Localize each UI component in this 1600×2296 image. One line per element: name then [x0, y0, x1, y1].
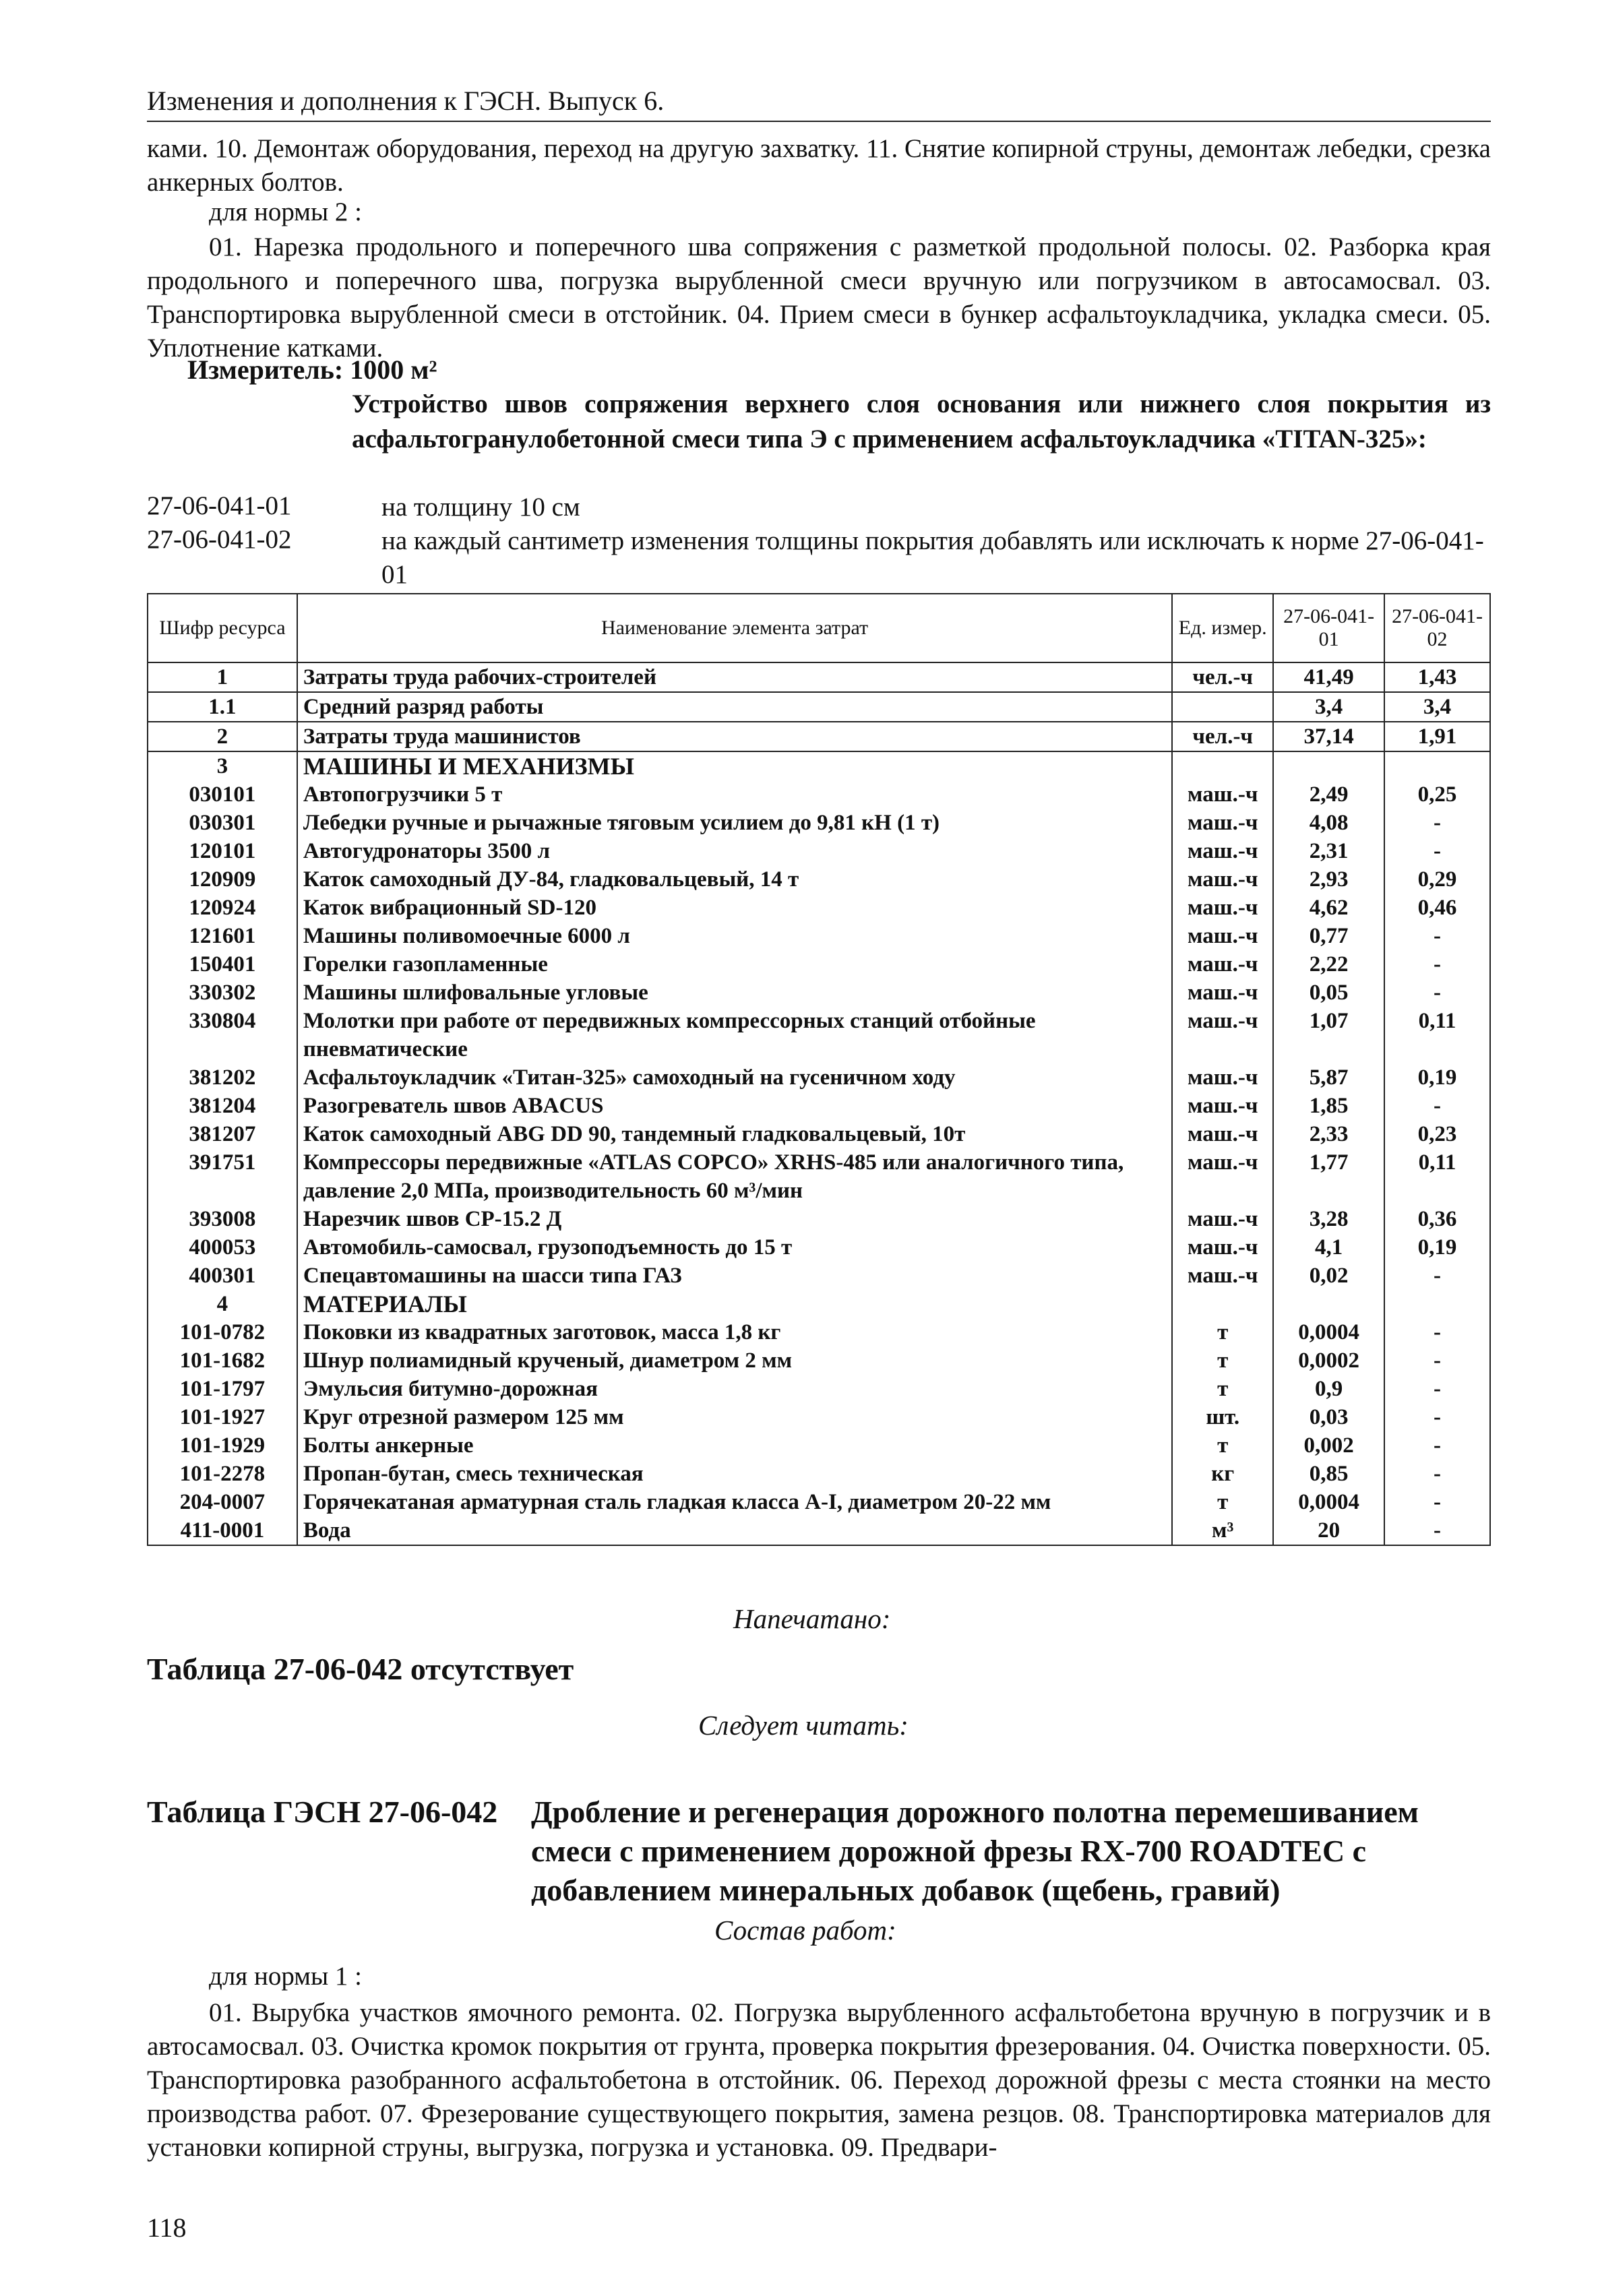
table-row — [148, 865, 1490, 894]
row-value-norm2: - — [1384, 1460, 1490, 1488]
row-value-norm1: 0,02 — [1273, 1262, 1384, 1290]
table-row — [148, 780, 1490, 809]
row-unit: маш.-ч — [1172, 922, 1273, 950]
row-name: Спецавтомашины на шасси типа ГАЗ — [297, 1262, 1172, 1290]
row-name: Каток вибрационный SD-120 — [297, 894, 1172, 922]
row-name: МАТЕРИАЛЫ — [297, 1290, 1172, 1318]
row-name: Круг отрезной размером 125 мм — [297, 1403, 1172, 1431]
row-value-norm1: 0,0004 — [1273, 1318, 1384, 1346]
row-code: 030301 — [148, 809, 297, 837]
row-value-norm1: 5,87 — [1273, 1063, 1384, 1092]
row-code: 030101 — [148, 780, 297, 809]
row-value-norm1: 3,28 — [1273, 1205, 1384, 1233]
row-value-norm2: - — [1384, 1488, 1490, 1516]
row-unit: маш.-ч — [1172, 1262, 1273, 1290]
row-value-norm1: 4,62 — [1273, 894, 1384, 922]
row-value-norm1: 2,31 — [1273, 837, 1384, 865]
row-value-norm1: 20 — [1273, 1516, 1384, 1545]
table-row — [148, 1092, 1490, 1120]
row-name: Каток самоходный ДУ-84, гладковальцевый, 14 т — [297, 865, 1172, 894]
row-unit: маш.-ч — [1172, 979, 1273, 1007]
norm1-label: для нормы 1 : — [209, 1962, 362, 1991]
row-code: 101-1682 — [148, 1346, 297, 1375]
row-value-norm2: - — [1384, 1092, 1490, 1120]
row-value-norm1: 0,05 — [1273, 979, 1384, 1007]
row-value-norm2: - — [1384, 809, 1490, 837]
row-code: 381202 — [148, 1063, 297, 1092]
row-code: 400053 — [148, 1233, 297, 1262]
row-value-norm2 — [1384, 751, 1490, 780]
row-unit: т — [1172, 1488, 1273, 1516]
row-unit: маш.-ч — [1172, 1120, 1273, 1148]
table-row — [148, 809, 1490, 837]
table-row — [148, 1007, 1490, 1063]
row-code: 120101 — [148, 837, 297, 865]
table-row — [148, 1431, 1490, 1460]
running-header: Изменения и дополнения к ГЭСН. Выпуск 6. — [147, 85, 1491, 122]
row-value-norm1: 0,0002 — [1273, 1346, 1384, 1375]
row-value-norm1: 37,14 — [1273, 722, 1384, 751]
row-value-norm2: - — [1384, 1431, 1490, 1460]
norm2-label: для нормы 2 : — [209, 197, 362, 226]
row-value-norm2: - — [1384, 1318, 1490, 1346]
row-name: Машины шлифовальные угловые — [297, 979, 1172, 1007]
row-name: Асфальтоукладчик «Титан-325» самоходный на гусеничном ходу — [297, 1063, 1172, 1092]
row-value-norm2: 0,23 — [1384, 1120, 1490, 1148]
row-value-norm2: - — [1384, 1262, 1490, 1290]
row-unit — [1172, 751, 1273, 780]
row-value-norm2: 0,25 — [1384, 780, 1490, 809]
row-code: 381204 — [148, 1092, 297, 1120]
row-code: 400301 — [148, 1262, 297, 1290]
table-row — [148, 751, 1490, 780]
row-code: 101-1929 — [148, 1431, 297, 1460]
row-value-norm2: - — [1384, 837, 1490, 865]
printed-label: Напечатано: — [733, 1603, 891, 1634]
table-row — [148, 1233, 1490, 1262]
row-unit: кг — [1172, 1460, 1273, 1488]
row-name: Каток самоходный ABG DD 90, тандемный гладковальцевый, 10т — [297, 1120, 1172, 1148]
row-code: 204-0007 — [148, 1488, 297, 1516]
row-code: 1 — [148, 662, 297, 692]
row-value-norm2: 0,19 — [1384, 1233, 1490, 1262]
row-unit: т — [1172, 1431, 1273, 1460]
row-value-norm1: 0,002 — [1273, 1431, 1384, 1460]
row-value-norm2: - — [1384, 1346, 1490, 1375]
row-unit: маш.-ч — [1172, 1148, 1273, 1205]
table-row — [148, 1120, 1490, 1148]
row-name: Затраты труда машинистов — [297, 722, 1172, 751]
row-code: 101-0782 — [148, 1318, 297, 1346]
row-value-norm1: 0,03 — [1273, 1403, 1384, 1431]
row-value-norm2: - — [1384, 1375, 1490, 1403]
missing-table-note: Таблица 27-06-042 отсутствует — [147, 1652, 574, 1686]
row-value-norm1: 2,93 — [1273, 865, 1384, 894]
row-name: Автопогрузчики 5 т — [297, 780, 1172, 809]
page-number: 118 — [147, 2212, 187, 2243]
row-unit: маш.-ч — [1172, 809, 1273, 837]
row-name: Нарезчик швов СР-15.2 Д — [297, 1205, 1172, 1233]
row-value-norm2: - — [1384, 979, 1490, 1007]
intro-paragraph: ками. 10. Демонтаж оборудования, переход на другую захватку. 11. Снятие копирной струны, демонтаж лебедки, срезка анкерных болтов. — [147, 134, 1491, 197]
row-code: 101-2278 — [148, 1460, 297, 1488]
norm-desc-1: на толщину 10 см — [381, 493, 580, 522]
row-value-norm2: 0,36 — [1384, 1205, 1490, 1233]
row-code: 381207 — [148, 1120, 297, 1148]
row-name: Средний разряд работы — [297, 692, 1172, 722]
norm2-paragraph: 01. Нарезка продольного и поперечного шва сопряжения с разметкой продольной полосы. 02. Разборка края продольного и поперечного шва, погрузка вырубленной смеси вручную или погрузчиком в автосамосвал. 03. Транспортировка вырубленной смеси в отстойник. 04. Прием смеси в бункер асфальтоукладчика, укладка смеси. 05. Уплотнение катками. — [147, 232, 1491, 363]
row-unit: маш.-ч — [1172, 950, 1273, 979]
row-code: 101-1927 — [148, 1403, 297, 1431]
row-value-norm2: 0,29 — [1384, 865, 1490, 894]
table-row — [148, 1460, 1490, 1488]
row-code: 150401 — [148, 950, 297, 979]
table-row — [148, 1346, 1490, 1375]
row-name: Затраты труда рабочих-строителей — [297, 662, 1172, 692]
row-code: 411-0001 — [148, 1516, 297, 1545]
table-row — [148, 1148, 1490, 1205]
col-header-norm1: 27-06-041-01 — [1273, 594, 1384, 662]
row-unit: маш.-ч — [1172, 780, 1273, 809]
table-row — [148, 722, 1490, 751]
row-name: Поковки из квадратных заготовок, масса 1,8 кг — [297, 1318, 1172, 1346]
row-unit: т — [1172, 1318, 1273, 1346]
row-value-norm1: 0,85 — [1273, 1460, 1384, 1488]
row-value-norm1: 0,77 — [1273, 922, 1384, 950]
norm-desc-2: на каждый сантиметр изменения толщины покрытия добавлять или исключать к норме 27-06-041-01 — [381, 526, 1484, 589]
norm-code-2: 27-06-041-02 — [147, 525, 292, 554]
row-unit: маш.-ч — [1172, 1205, 1273, 1233]
row-value-norm1: 4,1 — [1273, 1233, 1384, 1262]
row-value-norm2: 0,46 — [1384, 894, 1490, 922]
row-name: Пропан-бутан, смесь техническая — [297, 1460, 1172, 1488]
norm1-paragraph: 01. Вырубка участков ямочного ремонта. 02. Погрузка вырубленного асфальтобетона вручную в погрузчик и в автосамосвал. 03. Очистка кромок покрытия от грунта, проверка покрытия фрезерования. 04. Очистка поверхности. 05. Транспортировка разобранного асфальтобетона в отстойник. 06. Переход дорожной фрезы с места стоянки на место производства работ. 07. Фрезерование существующего покрытия, замена резцов. 08. Транспортировка материалов для установки копирной струны, выгрузка, погрузка и установка. 09. Предвари- — [147, 1998, 1491, 2162]
row-name: Эмульсия битумно-дорожная — [297, 1375, 1172, 1403]
row-code: 393008 — [148, 1205, 297, 1233]
row-name: Автомобиль-самосвал, грузоподъемность до 15 т — [297, 1233, 1172, 1262]
row-unit: маш.-ч — [1172, 1007, 1273, 1063]
table-row — [148, 662, 1490, 692]
row-name: Болты анкерные — [297, 1431, 1172, 1460]
norm-code-1: 27-06-041-01 — [147, 491, 292, 520]
row-value-norm1: 1,77 — [1273, 1148, 1384, 1205]
col-header-norm2: 27-06-041-02 — [1384, 594, 1490, 662]
row-name: Горячекатаная арматурная сталь гладкая класса А-I, диаметром 20-22 мм — [297, 1488, 1172, 1516]
row-value-norm1: 4,08 — [1273, 809, 1384, 837]
table-row — [148, 1205, 1490, 1233]
row-value-norm1: 2,33 — [1273, 1120, 1384, 1148]
row-unit: м³ — [1172, 1516, 1273, 1545]
col-header-name: Наименование элемента затрат — [297, 594, 1172, 662]
resource-table — [147, 593, 1491, 1546]
row-name: Вода — [297, 1516, 1172, 1545]
read-label: Следует читать: — [698, 1710, 909, 1741]
row-name: Лебедки ручные и рычажные тяговым усилием до 9,81 кН (1 т) — [297, 809, 1172, 837]
row-value-norm1 — [1273, 1290, 1384, 1318]
table-row — [148, 979, 1490, 1007]
table-row — [148, 1262, 1490, 1290]
row-value-norm1: 41,49 — [1273, 662, 1384, 692]
row-unit: маш.-ч — [1172, 894, 1273, 922]
table-row — [148, 1516, 1490, 1545]
row-unit: маш.-ч — [1172, 837, 1273, 865]
table-row — [148, 837, 1490, 865]
table-row — [148, 922, 1490, 950]
work-title: Устройство швов сопряжения верхнего слоя основания или нижнего слоя покрытия из асфальтогранулобетонной смеси типа Э с применением асфальтоукладчика «TITAN-325»: — [352, 390, 1491, 454]
row-unit: т — [1172, 1346, 1273, 1375]
table-row — [148, 894, 1490, 922]
row-code: 330302 — [148, 979, 297, 1007]
row-value-norm2: - — [1384, 922, 1490, 950]
row-value-norm2: 1,43 — [1384, 662, 1490, 692]
row-code: 121601 — [148, 922, 297, 950]
row-value-norm1: 1,07 — [1273, 1007, 1384, 1063]
row-code: 391751 — [148, 1148, 297, 1205]
row-value-norm1: 0,9 — [1273, 1375, 1384, 1403]
row-unit: чел.-ч — [1172, 662, 1273, 692]
row-name: Автогудронаторы 3500 л — [297, 837, 1172, 865]
row-unit: шт. — [1172, 1403, 1273, 1431]
row-value-norm1: 0,0004 — [1273, 1488, 1384, 1516]
row-code: 4 — [148, 1290, 297, 1318]
row-name: Шнур полиамидный крученый, диаметром 2 мм — [297, 1346, 1172, 1375]
row-value-norm2: - — [1384, 950, 1490, 979]
row-value-norm2: 1,91 — [1384, 722, 1490, 751]
row-code: 1.1 — [148, 692, 297, 722]
row-unit: маш.-ч — [1172, 1092, 1273, 1120]
new-title-lead: Таблица ГЭСН 27-06-042 — [147, 1795, 498, 1829]
table-row — [148, 950, 1490, 979]
row-value-norm2: 0,11 — [1384, 1148, 1490, 1205]
table-row — [148, 692, 1490, 722]
row-value-norm2: 0,11 — [1384, 1007, 1490, 1063]
table-row — [148, 1290, 1490, 1318]
row-code: 3 — [148, 751, 297, 780]
table-row — [148, 1063, 1490, 1092]
new-title-rest: Дробление и регенерация дорожного полотна перемешиванием смеси с применением дорожной фрезы RX-700 ROADTEC с добавлением минеральных добавок (щебень, гравий) — [531, 1795, 1419, 1907]
row-name: Компрессоры передвижные «ATLAS COPCO» XRHS-485 или аналогичного типа, давление 2,0 МПа, производительность 60 м³/мин — [297, 1148, 1172, 1205]
row-code: 330804 — [148, 1007, 297, 1063]
measure-unit: Измеритель: 1000 м² — [187, 354, 437, 385]
row-name: Разогреватель швов ABACUS — [297, 1092, 1172, 1120]
row-code: 120909 — [148, 865, 297, 894]
row-name: Горелки газопламенные — [297, 950, 1172, 979]
table-row — [148, 1403, 1490, 1431]
row-value-norm2: 0,19 — [1384, 1063, 1490, 1092]
row-code: 101-1797 — [148, 1375, 297, 1403]
row-value-norm2: - — [1384, 1403, 1490, 1431]
composition-label: Состав работ: — [714, 1915, 896, 1946]
table-row — [148, 1318, 1490, 1346]
row-value-norm1: 3,4 — [1273, 692, 1384, 722]
row-value-norm1 — [1273, 751, 1384, 780]
row-unit — [1172, 1290, 1273, 1318]
new-table-title — [147, 1793, 1491, 1910]
row-unit: маш.-ч — [1172, 1233, 1273, 1262]
col-header-unit: Ед. измер. — [1172, 594, 1273, 662]
row-name: Молотки при работе от передвижных компрессорных станций отбойные пневматические — [297, 1007, 1172, 1063]
row-unit — [1172, 692, 1273, 722]
row-value-norm1: 2,49 — [1273, 780, 1384, 809]
row-unit: т — [1172, 1375, 1273, 1403]
row-unit: чел.-ч — [1172, 722, 1273, 751]
row-unit: маш.-ч — [1172, 865, 1273, 894]
row-code: 120924 — [148, 894, 297, 922]
row-name: МАШИНЫ И МЕХАНИЗМЫ — [297, 751, 1172, 780]
row-name: Машины поливомоечные 6000 л — [297, 922, 1172, 950]
row-value-norm2: - — [1384, 1516, 1490, 1545]
row-value-norm2: 3,4 — [1384, 692, 1490, 722]
row-code: 2 — [148, 722, 297, 751]
col-header-code: Шифр ресурса — [148, 594, 297, 662]
row-value-norm1: 2,22 — [1273, 950, 1384, 979]
table-row — [148, 1488, 1490, 1516]
row-value-norm1: 1,85 — [1273, 1092, 1384, 1120]
row-unit: маш.-ч — [1172, 1063, 1273, 1092]
table-row — [148, 1375, 1490, 1403]
row-value-norm2 — [1384, 1290, 1490, 1318]
